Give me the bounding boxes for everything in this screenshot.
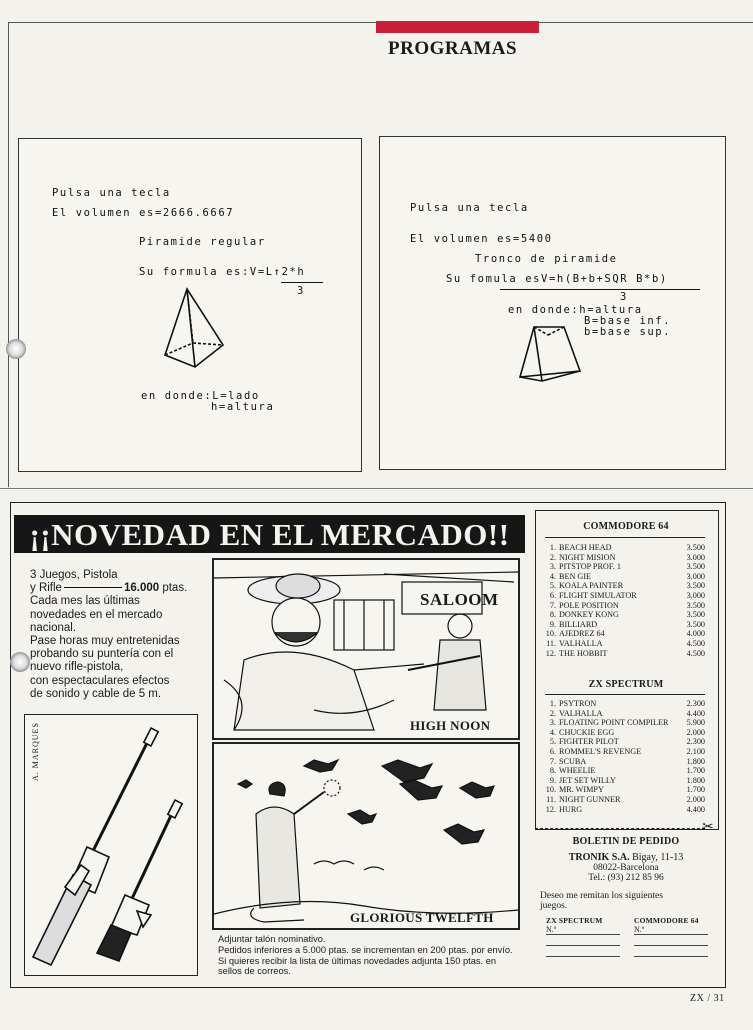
game-number: 2. [549,552,556,562]
screen2-line1: Pulsa una tecla [410,202,529,214]
game-title: BEACH HEAD [559,543,612,552]
game-number: 2. [549,708,556,718]
page-fold-line [0,488,753,489]
game-number: 12. [545,648,556,658]
ad-copy-line: novedades en el mercado [30,608,163,621]
order-form [540,836,712,911]
footer-line: Si quieres recibir la lista de últimas novedades adjunta 150 ptas. en [218,955,497,966]
ad-copy-line: Pase horas muy entretenidas [30,635,180,648]
game-number: 6. [549,747,556,756]
game-price: 3.500 [686,610,705,620]
game-title: FLOATING POINT COMPILER [559,718,669,728]
game-price: 3.500 [686,619,705,629]
game-title: VALHALLA [559,708,603,718]
game-row [545,719,705,727]
game-price: 3.000 [686,552,705,562]
screen-printout-2 [379,136,726,470]
game-price: 3.500 [686,543,705,552]
game-price: 3.500 [686,562,705,572]
game-price: 5.900 [686,718,705,728]
game-price: 4.500 [686,648,705,658]
commodore-title-rule [545,537,705,538]
game-number: 5. [549,581,556,591]
game-title: BEN GIE [559,571,592,581]
game-price: 4.400 [686,708,705,718]
game-title: JET SET WILLY [559,775,616,785]
game-title: DONKEY KONG [559,610,619,620]
ad-price-line [30,582,202,595]
game-title: MR. WIMPY [559,785,604,795]
coupon-cut-line [535,828,705,829]
high-noon-illustration [212,558,520,740]
hunting-scene-icon [214,744,518,928]
section-accent-bar [376,21,539,33]
game-number: 7. [549,756,556,766]
game-title: NIGHT MISION [559,552,616,562]
order-col1-label: N.º [546,925,620,935]
caption-high-noon: HIGH NOON [410,718,491,733]
screen1-line2: El volumen es=2666.6667 [52,207,235,219]
game-price: 2.300 [686,699,705,708]
game-price: 4.400 [686,804,705,814]
order-col2-title: COMMODORE 64 [634,916,699,925]
game-number: 10. [545,629,556,639]
order-col1-line[interactable] [546,935,620,946]
game-title: ROMMEL'S REVENGE [559,747,642,756]
game-number: 11. [546,639,556,648]
game-title: THE HOBBIT [559,648,608,658]
ad-copy-line: con espectaculares efectos [30,674,170,687]
glorious-twelfth-illustration [212,742,520,930]
western-scene-icon [214,560,518,738]
screen1-divisor: 3 [297,285,305,297]
screen1-line1: Pulsa una tecla [52,187,171,199]
game-title: PSYTRON [559,699,597,708]
game-number: 1. [549,543,556,552]
game-title: SCUBA [559,756,587,766]
leader-line [64,587,122,588]
footer-line: Pedidos inferiores a 5.000 ptas. se incrementan en 200 ptas. por envío. [218,944,513,955]
ad-copy [30,569,202,701]
ad-copy-line: probando su puntería con el [30,648,174,661]
ad-currency: ptas. [162,582,188,595]
screen1-line4: Su formula es:V=L↑2*h [139,266,306,278]
screen2-where1: en donde:h=altura [508,304,643,316]
scissors-icon: ✂ [702,820,714,835]
game-title: FLIGHT SIMULATOR [559,591,637,600]
ad-footer [218,934,536,977]
rifle-pistol-illustration [24,714,198,976]
game-title: AJEDREZ 64 [559,629,605,639]
game-number: 9. [549,775,556,785]
game-row [545,796,705,804]
game-row [545,806,705,814]
game-row [545,563,705,571]
order-col-commodore[interactable] [634,916,708,957]
order-request-line2: juegos. [540,901,568,911]
order-col2-label: N.º [634,925,708,935]
game-price: 3.000 [686,571,705,581]
spectrum-title-rule [545,694,705,695]
game-title: POLE POSITION [559,600,619,610]
screen2-fraction-bar [500,289,700,290]
artist-credit: A. MARQUES [31,722,40,781]
order-request-line1: Deseo me remitan los siguientes [540,891,663,901]
page-number: ZX / 31 [690,993,725,1004]
game-price: 1.800 [686,756,705,766]
game-number: 9. [549,619,556,629]
game-price: 2.300 [686,737,705,747]
game-title: KOALA PAINTER [559,581,624,591]
saloon-sign: SALOOM [420,590,499,609]
game-row [545,786,705,794]
game-title: FIGHTER PILOT [559,737,619,747]
section-title: PROGRAMAS [388,38,518,59]
game-number: 1. [549,699,556,708]
ad-copy-line: de sonido y cable de 5 m. [30,687,162,700]
order-street: Bigay, 11-13 [632,852,684,863]
ad-copy-line: 3 Juegos, Pistola [30,569,118,581]
game-row [545,758,705,766]
game-price: 3.000 [686,591,705,600]
game-number: 5. [549,737,556,747]
ad-headline: ¡¡NOVEDAD EN EL MERCADO!! [14,515,525,553]
game-title: WHEELIE [559,766,596,776]
game-row [545,777,705,785]
screen1-where2: h=altura [211,401,275,413]
binder-hole-top [6,339,26,359]
order-title: BOLETIN DE PEDIDO [572,836,680,847]
binder-hole-bottom [10,652,30,672]
order-col2-line[interactable] [634,935,708,946]
game-row [545,611,705,619]
footer-line: Adjuntar talón nominativo. [218,934,326,944]
order-company-line [540,852,712,863]
game-price: 3.500 [686,581,705,591]
game-title: VALHALLA [559,639,603,648]
game-price: 1.700 [686,785,705,795]
game-row [545,602,705,610]
game-row [545,621,705,629]
order-phone: Tel.: (93) 212 85 96 [588,873,664,883]
game-title: HURG [559,804,583,814]
game-row [545,582,705,590]
game-number: 12. [545,804,556,814]
game-title: BILLIARD [559,619,598,629]
screen2-line4: Su fomula esV=h(B+b+SQR B*b) [446,273,668,285]
game-price: 2.000 [686,795,705,804]
commodore-list-title: COMMODORE 64 [583,521,669,532]
game-row [545,554,705,562]
game-price: 2.100 [686,747,705,756]
ad-copy-line: nacional. [30,621,77,634]
screen2-line3: Tronco de piramide [475,253,618,265]
game-number: 7. [549,600,556,610]
game-row [545,592,705,600]
game-row [545,700,705,708]
game-row [545,544,705,552]
game-number: 4. [549,571,556,581]
footer-line: sellos de correos. [218,966,291,977]
ad-price: 16.000 [123,582,160,595]
game-title: NIGHT GUNNER [559,795,621,804]
rifle-icon [25,715,197,975]
screen-printout-1 [18,138,362,472]
left-rule [8,22,9,487]
ad-copy-line: Cada mes las últimas [30,595,140,608]
game-price: 4.500 [686,639,705,648]
game-row [545,573,705,581]
screen2-divisor: 3 [620,291,628,303]
game-price: 1.700 [686,766,705,776]
order-col1-line[interactable] [546,946,620,957]
game-number: 3. [549,562,556,572]
game-price: 1.800 [686,775,705,785]
game-number: 8. [549,610,556,620]
screen1-fraction-bar [281,282,323,283]
ad-copy-line: y Rifle [30,582,62,595]
frustum-drawing [518,323,584,385]
ad-copy-line: nuevo rifle-pistola, [30,661,124,674]
game-title: PITSTOP PROF. 1 [559,562,621,572]
screen2-where2: B=base inf. [584,315,672,327]
game-row [545,710,705,718]
game-row [545,630,705,638]
pyramid-drawing [159,287,229,371]
spectrum-list-title: ZX SPECTRUM [588,679,664,690]
game-title: CHUCKIE EGG [559,727,615,737]
order-col2-line[interactable] [634,946,708,957]
game-number: 10. [545,785,556,795]
order-company: TRONIK S.A. [568,852,630,863]
screen1-line3: Piramide regular [139,236,266,248]
screen2-where3: b=base sup. [584,326,672,338]
caption-glorious-twelfth: GLORIOUS TWELFTH [350,910,494,925]
screen1-where1: en donde:L=lado [141,390,260,402]
game-price: 3.500 [686,600,705,610]
order-city: 08022-Barcelona [593,863,659,873]
game-price: 4.000 [686,629,705,639]
game-row [545,738,705,746]
game-row [545,729,705,737]
game-price: 2.000 [686,727,705,737]
game-number: 8. [549,766,556,776]
game-row [545,767,705,775]
order-col1-title: ZX SPECTRUM [546,916,603,925]
game-number: 6. [549,591,556,600]
game-row [545,748,705,756]
game-number: 4. [549,727,556,737]
game-number: 11. [546,795,556,804]
game-number: 3. [549,718,556,728]
screen2-line2: El volumen es=5400 [410,233,553,245]
game-row [545,650,705,658]
game-row [545,640,705,648]
order-col-spectrum[interactable] [546,916,620,957]
